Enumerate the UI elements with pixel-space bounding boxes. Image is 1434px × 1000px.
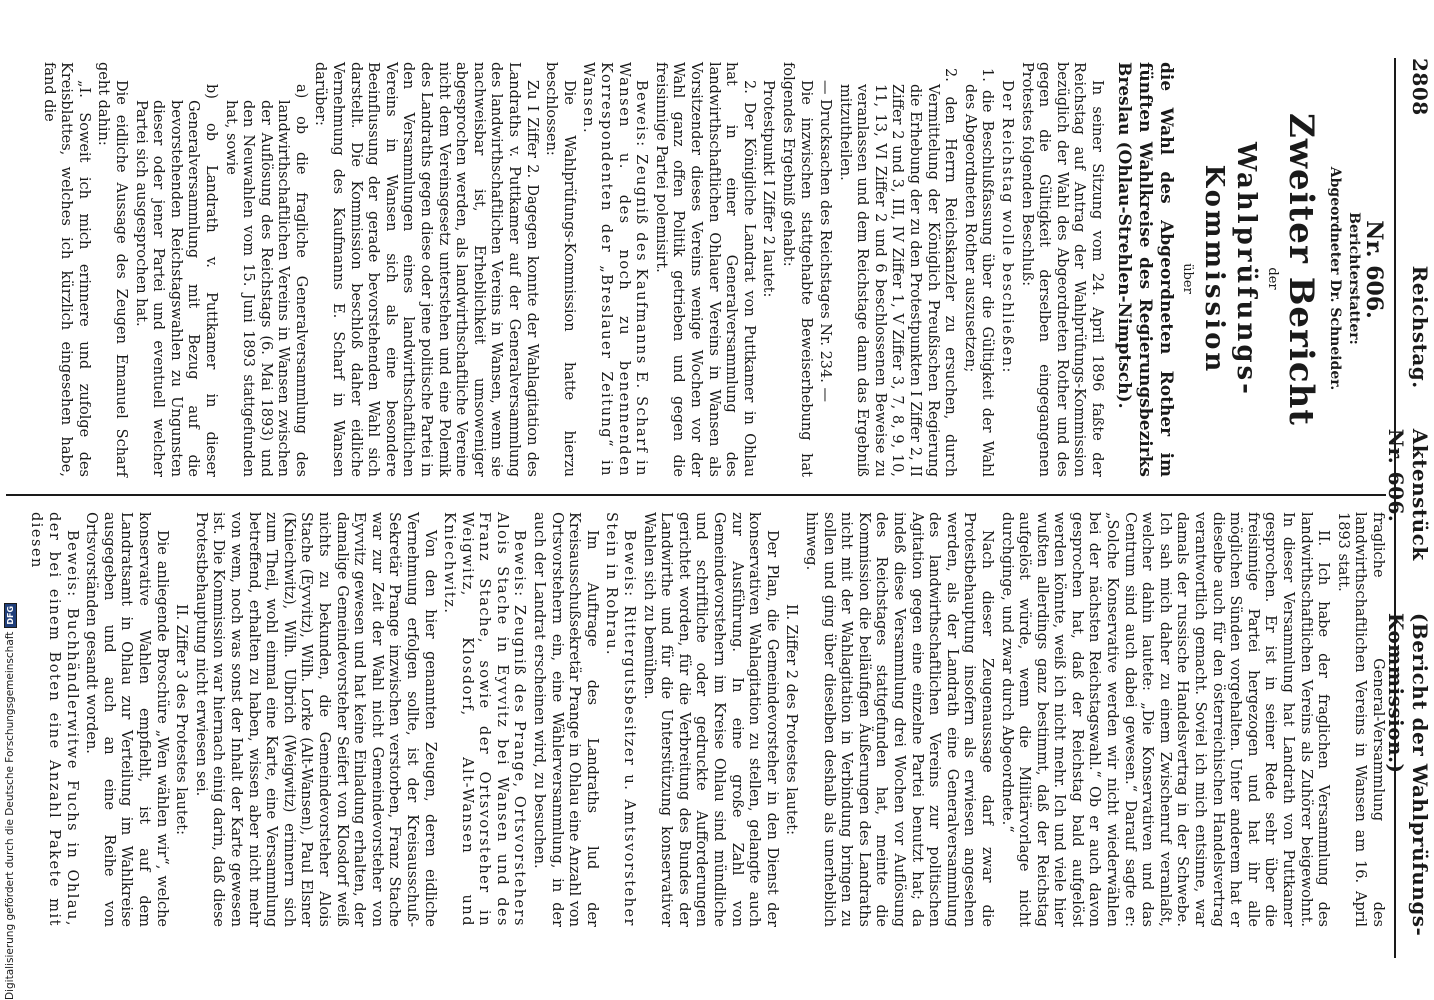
paragraph: 2. Der Königliche Landrat von Puttkamer in Ohlau hat in einer Generalversammlung des landwirthschaftlichen Ohlauer Vereins in Wansen als Vorsitzender dieses Vereins wenige Wochen vor der Wahl ganz offen Politik getrieben und gegen die freisinnige Partei polemisirt. [652, 62, 757, 477]
paragraph: Der Reichstag wolle beschließen: [999, 80, 1016, 374]
document-number: Nr. 606. [1361, 220, 1387, 319]
page-header [1384, 58, 1432, 958]
paragraph: II. Ziffer 3 des Protestes lautet: [173, 603, 190, 836]
report-reference: (Bericht der Wahlprüfungs-Kommission.) [1384, 612, 1432, 937]
credit-text: Digitalisierung gefördert durch die Deutsche Forschungsgemeinschaft [4, 631, 16, 1000]
paragraph: Beweis: Rittergutsbesitzer u. Amtsvorsteher Stein in Rohrau. [603, 512, 638, 927]
reporter-label: Berichterstatter: [1346, 212, 1363, 345]
document-reference: Aktenstück Nr. 606. [1384, 428, 1432, 561]
dfg-logo: DFG [4, 603, 17, 628]
paragraph: Beweis: Buchhändlerwitwe Fuchs in Ohlau, der bei einem Boten eine Anzahl Pakete mit diesen [28, 512, 80, 927]
left-column [37, 62, 1386, 477]
paragraph: Beweis: Zeugniß des Prange, Ortsvorstehers Alois Stache in Eyvvitz bei Wansen und des Franz Stache, sowie der Ortsvorsteher in Weigwitz, Klosdorf, Alt-Wansen und Kniechwitz. [441, 512, 528, 927]
paragraph: II. Ich habe der fraglichen Versammlung des landwirthschaftlichen Vereins als Zuhörer beigewohnt. In dieser Versammlung hat Landrath von Puttkamer gesprochen. Er ist in seiner Rede sehr über die freisinnige Partei hergezogen und hat ihr alle möglichen Sünden vorgehalten. Unter anderem hat er dieselbe auch für den österreichischen Handelsvertrag verantwortlich gemacht. Soviel ich mich entsinne, war damals der russische Handelsvertrag in der Schwebe. Ich sah mich daher zu einem Zwischenruf veranlaßt, welcher dahin lautete: „Die Konservativen und das Centrum sind auch dabei gewesen.“ Darauf sagte er: „Solche Konservative werden wir nicht wiederwählen bei der nächsten Reichstagswahl.“ Ob er auch davon gesprochen hat, daß der Reichstag bald aufgelöst werden könnte, weiß ich nicht mehr. Ich und viele hier wußten allerdings ganz bestimmt, daß der Reichstag aufgelöst würde, wenn die Militärvorlage nicht durchginge, und zwar durch Abgeordnete.“ [998, 512, 1332, 927]
title-connector-2: über [1179, 263, 1195, 294]
right-column [25, 512, 1386, 927]
report-subject: die Wahl des Abgeordneten Rother im fünften Wahlkreise des Regierungsbezirks Breslau (Ohlau-Strehlen-Nimptsch). [1114, 62, 1177, 477]
column-divider [6, 494, 1386, 496]
paragraph: — Drucksachen des Reichstages Nr. 234. — [817, 80, 834, 402]
title-connector: der [1265, 267, 1281, 290]
reporter-name: Abgeordneter Dr. Schneider. [1326, 166, 1343, 391]
list-item: 1. die Beschlußfassung über die Gültigkeit der Wahl des Abgeordneten Rother auszusetzen; [961, 68, 996, 477]
paragraph: Protestpunkt I Ziffer 2 lautet: [760, 80, 777, 298]
paragraph: Die Wahlprüfungs-Kommission hatte hierzu beschlossen: [543, 62, 577, 477]
paragraph: „I. Soweit ich mich erinnere und zufolge des Kreisblattes, welches ich kürzlich eingesehen habe, fand die [40, 62, 92, 477]
header-rule [1394, 58, 1396, 958]
paragraph: Die inzwischen stattgehabte Beweiserhebung hat folgendes Ergebniß gehabt: [779, 62, 814, 477]
paragraph: Beweis: Zeugniß des Kaufmanns E. Scharf in Wansen u. des noch zu benennenden Korrespondenten der „Breslauer Zeitung“ in Wansen. [580, 62, 650, 477]
paragraph: Der Plan, die Gemeindevorsteher in den Dienst der konservativen Wahlagitation zu stellen, gelangte auch zur Ausführung. In eine große Zahl von Gemeindevorstehern im Kreise Ohlau sind mündliche und schriftliche oder gedruckte Aufforderungen gerichtet worden, für die Verbreitung des Bundes der Landwirthe und für die Unterstützung konservativer Wahlen sich zu bemühen. [640, 512, 780, 927]
paragraph: Die eidliche Aussage des Zeugen Emanuel Scharf geht dahin: [95, 62, 129, 477]
page-number: 2808 [1408, 58, 1432, 116]
paragraph: II. Ziffer 2 des Protestes lautet: [783, 603, 800, 836]
report-title: Zweiter Bericht [1281, 112, 1322, 427]
paragraph: Im Auftrage des Landraths lud der Kreisausschußsekretär Prange in Ohlau eine Anzahl von Ortsvorstehern ein, eine Wählerversammlung, in der auch der Landrat erscheinen wird, zu besuchen. [531, 512, 600, 927]
list-item: 2. den Herrn Reichskanzler zu ersuchen, durch Vermittelung der Königlich Preußischen Regierung die Erhebung der zu den Protestpunkten I Ziffer 2, II Ziffer 2 und 3, III, IV Ziffer 1, V Ziffer 3, 7, 8, 9, 10, 11, 13, VI Ziffer 2 und 6 beschlossenen Beweise zu veranlassen und dem Reichstage dann das Ergebniß mitzutheilen. [836, 68, 959, 477]
paragraph: fragliche General-Versammlung des landwirthschaftlichen Vereins in Wansen am 16. April 1893 statt. [1334, 512, 1386, 927]
paragraph: Von den hier genannten Zeugen, deren eidliche Vernehmung erfolgen sollte, ist der Kreisausschuß-Sekretär Prange inzwischen verstorben, Franz Stache war zur Zeit der Wahl nicht Gemeindevorsteher von Eyvvitz gewesen und hat keine Einladung erhalten, der damalige Gemeindevorsteher Seifert von Klosdorf weiß nichts zu bekunden, die Gemeindevorsteher Alois Stache (Eyvvitz), Wilh. Lorke (Alt-Wansen), Paul Elsner (Kniechwitz), Wilh. Ulbrich (Weigwitz) erinnern sich zum Theil, wohl einmal eine Karte, eine Versammlung betreffend, erhalten zu haben, wissen aber nicht mehr von wem, noch was sonst der Inhalt der Karte gewesen ist. Die Kommission war hiernach einig darin, daß diese Protestbehauptung nicht erwiesen sei. [192, 512, 438, 927]
commission-title: Wahlprüfungs-Kommission [1198, 142, 1261, 397]
list-item: a) ob die fragliche Generalversammlung des landwirthschaftlichen Vereins in Wansen zwischen der Auflösung des Reichstags (6. Mai 1893) und den Neuwahlen vom 15. Juni 1893 stattgefunden hat, sowie [222, 84, 309, 477]
section-title: Reichstag. [1408, 265, 1432, 389]
paragraph: Zu I Ziffer 2. Dagegen konnte der Wahlagitation des Landraths v. Puttkamer auf der Generalversammlung des landwirthschaftlichen Vereins in Wansen, wenn sie nachweisbar ist, Erheblichkeit umsoweniger abgesprochen werden, als landwirthschaftliche Vereine nicht dem Vereinsgesetz unterstehen und eine Polemik des Landraths gegen diese oder jene politische Partei in den Versammlungen eines landwirthschaftlichen Vereins in Wansen sich als eine besondere Beeinflussung der gerade bevorstehenden Wahl sich darstellt. Die Kommission beschloß daher eidliche Vernehmung des Kaufmanns E. Scharf in Wansen darüber: [312, 62, 540, 477]
paragraph: Die anliegende Broschüre „Wen wählen wir“, welche konservative Wahlen empfiehlt, ist auf dem Landratsamt in Ohlau zur Verteilung im Wahlkreise ausgegeben und auch an eine Reihe von Ortsvorständen gesandt worden. [83, 512, 170, 927]
digitization-credit [0, 0, 20, 1000]
paragraph: Nach dieser Zeugenaussage darf zwar die Protestbehauptung insofern als erwiesen angesehen werden, als der Landrath eine Generalversammlung des landwirthschaftlichen Vereins zur politischen Agitation gegen eine einzelne Partei benutzt hat; da indeß diese Versammlung drei Wochen vor Auflösung des Reichstages stattgefunden hat, meinte die Kommission die beiläufigen Äußerungen des Landraths nicht mit der Wahlagitation in Verbindung bringen zu sollen und ging über dieselben deshalb als unerheblich hinweg. [803, 512, 995, 927]
list-item: b) ob Landrath v. Puttkamer in dieser Generalversammlung mit Bezug auf die bevorstehenden Reichstagswahlen zu Ungunsten dieser oder jener Partei und eventuell welcher Partei sich ausgesprochen hat. [132, 84, 219, 477]
paragraph: In seiner Sitzung vom 24. April 1896 faßte der Reichstag auf Antrag der Wahlprüfungs-Kommission bezüglich der Wahl des Abgeordneten Rother und des gegen die Gültigkeit derselben eingegangenen Protestes folgenden Beschluß: [1018, 62, 1106, 477]
